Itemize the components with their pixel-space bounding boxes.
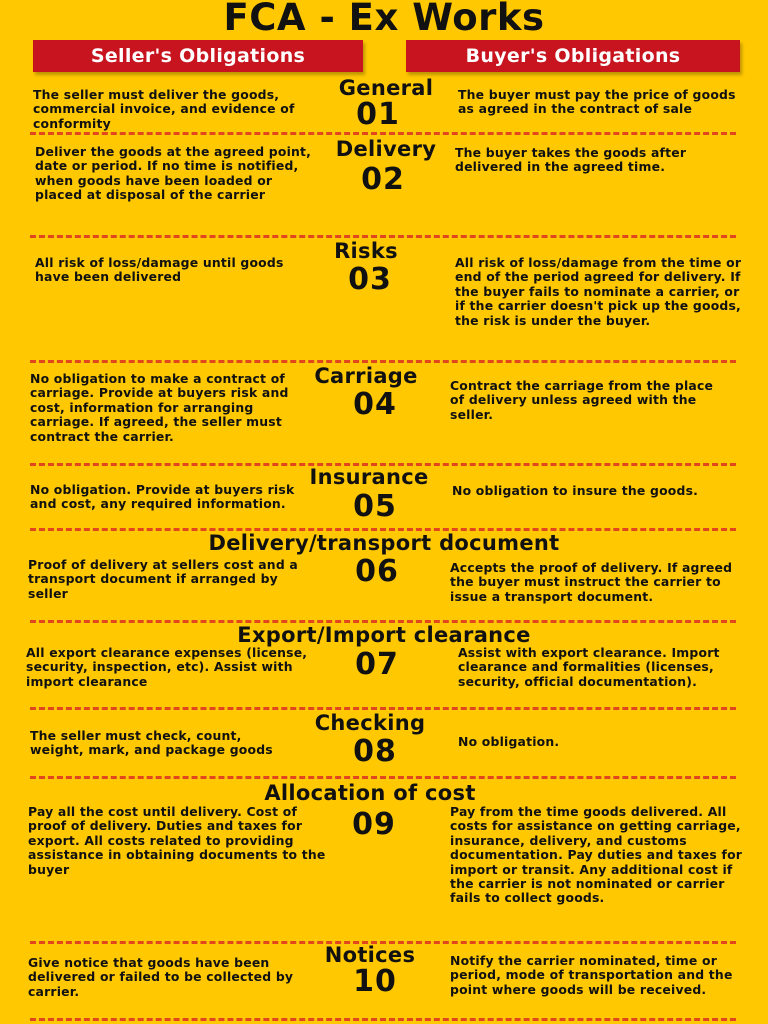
seller-text-delivery: Deliver the goods at the agreed point, date or period. If no time is notified, when goods have been loaded or placed at disposal of the carrier bbox=[35, 144, 312, 203]
section-number-06: 06 bbox=[355, 554, 399, 589]
buyer-text-general: The buyer must pay the price of goods as agreed in the contract of sale bbox=[458, 87, 736, 117]
section-divider bbox=[30, 1018, 736, 1021]
section-title-checking: Checking bbox=[314, 711, 426, 735]
section-title-allocation-of-cost: Allocation of cost bbox=[264, 781, 476, 805]
section-number-09: 09 bbox=[352, 807, 396, 842]
section-title-delivery: Delivery bbox=[335, 137, 437, 161]
section-title-insurance: Insurance bbox=[309, 465, 429, 489]
seller-text-checking: The seller must check, count, weight, mark, and package goods bbox=[30, 728, 273, 758]
seller-text-risks: All risk of loss/damage until goods have been delivered bbox=[35, 255, 284, 285]
section-title-general: General bbox=[338, 76, 434, 100]
section-number-08: 08 bbox=[353, 734, 397, 769]
buyer-text-delivery: The buyer takes the goods after delivered in the agreed time. bbox=[455, 145, 687, 175]
section-divider bbox=[30, 235, 736, 238]
seller-text-carriage: No obligation to make a contract of carriage. Provide at buyers risk and cost, information for arranging carriage. If agreed, the seller must contract the carrier. bbox=[30, 371, 289, 444]
page-title: FCA - Ex Works bbox=[223, 0, 545, 39]
buyer-text-checking: No obligation. bbox=[458, 734, 560, 749]
buyer-text-clearance: Assist with export clearance. Import clearance and formalities (licenses, security, official documentation). bbox=[458, 645, 720, 689]
section-title-carriage: Carriage bbox=[314, 364, 418, 388]
buyer-text-transport-document: Accepts the proof of delivery. If agreed the buyer must instruct the carrier to issue a transport document. bbox=[450, 560, 733, 604]
buyer-text-insurance: No obligation to insure the goods. bbox=[452, 483, 699, 498]
seller-text-clearance: All export clearance expenses (license, security, inspection, etc). Assist with import clearance bbox=[26, 645, 308, 689]
buyer-text-carriage: Contract the carriage from the place of delivery unless agreed with the seller. bbox=[450, 378, 714, 422]
section-divider bbox=[30, 360, 736, 363]
section-divider bbox=[30, 707, 736, 710]
section-divider bbox=[30, 776, 736, 779]
seller-text-general: The seller must deliver the goods, commercial invoice, and evidence of conformity bbox=[33, 87, 295, 131]
section-number-01: 01 bbox=[356, 97, 400, 132]
section-title-clearance: Export/Import clearance bbox=[237, 623, 531, 647]
section-title-transport-document: Delivery/transport document bbox=[208, 531, 560, 555]
buyer-obligations-header: Buyer's Obligations bbox=[406, 40, 740, 72]
section-title-risks: Risks bbox=[334, 239, 398, 263]
section-number-05: 05 bbox=[353, 489, 397, 524]
section-number-10: 10 bbox=[353, 964, 397, 999]
section-divider bbox=[30, 132, 736, 135]
buyer-text-notices: Notify the carrier nominated, time or period, mode of transportation and the point where goods will be received. bbox=[450, 953, 733, 997]
seller-text-transport-document: Proof of delivery at sellers cost and a transport document if arranged by seller bbox=[28, 557, 298, 601]
buyer-text-risks: All risk of loss/damage from the time or end of the period agreed for delivery. If the buyer fails to nominate a carrier, or if the carrier doesn't pick up the goods, the risk is under the buyer. bbox=[455, 255, 742, 328]
section-number-02: 02 bbox=[361, 162, 405, 197]
section-number-03: 03 bbox=[348, 262, 392, 297]
seller-obligations-header: Seller's Obligations bbox=[33, 40, 363, 72]
section-number-04: 04 bbox=[353, 387, 397, 422]
section-title-notices: Notices bbox=[324, 943, 416, 967]
section-number-07: 07 bbox=[355, 647, 399, 682]
buyer-text-allocation-of-cost: Pay from the time goods delivered. All costs for assistance on getting carriage, insurance, delivery, and customs documentation. Pay duties and taxes for import or transit. Any additional cost if the carrier is not nominated or carrier fails to collect goods. bbox=[450, 804, 743, 906]
seller-text-insurance: No obligation. Provide at buyers risk and cost, any required information. bbox=[30, 482, 295, 512]
seller-text-allocation-of-cost: Pay all the cost until delivery. Cost of proof of delivery. Duties and taxes for export. All costs related to providing assistance in obtaining documents to the buyer bbox=[28, 804, 326, 877]
seller-text-notices: Give notice that goods have been delivered or failed to be collected by carrier. bbox=[28, 955, 294, 999]
